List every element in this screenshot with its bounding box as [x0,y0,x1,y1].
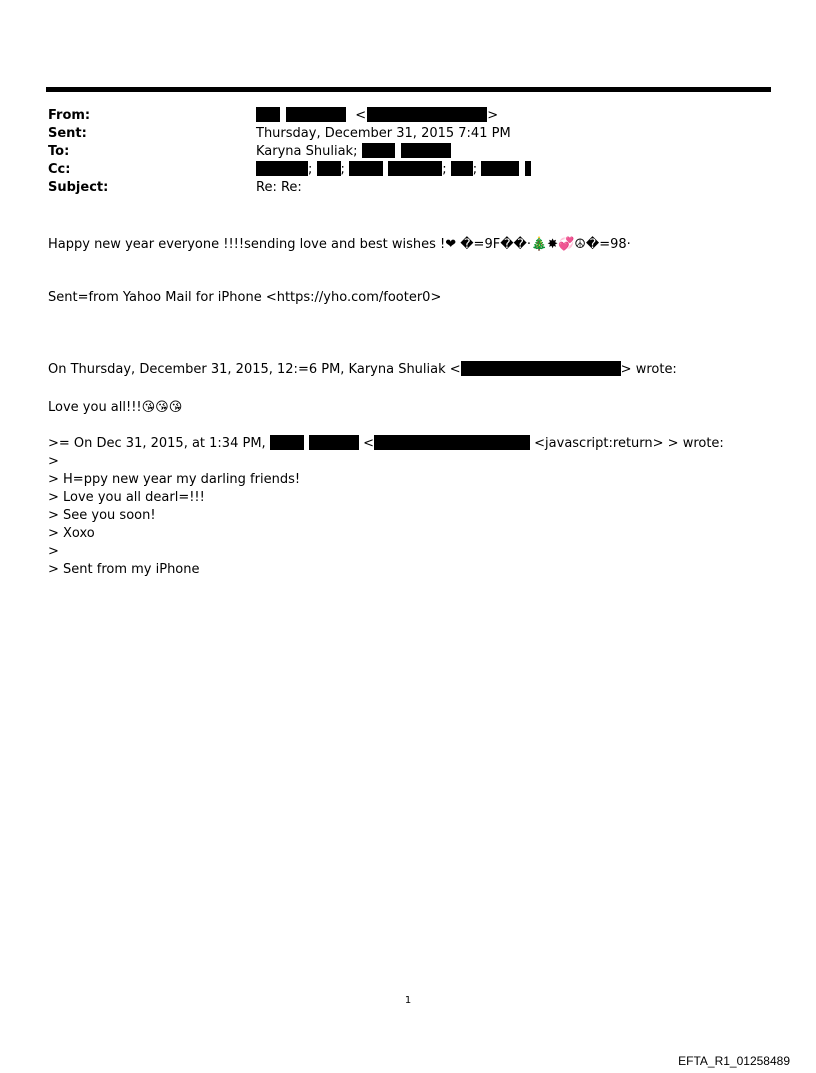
nested-intro [48,435,724,453]
cc-value [256,161,531,179]
redaction-box [388,161,442,176]
page-number: 1 [404,995,412,1006]
redaction-box [349,161,383,176]
sent-value: Thursday, December 31, 2015 7:41 PM [256,126,511,141]
nested-intro-start: >= On Dec 31, 2015, at 1:34 PM, [48,436,266,451]
redaction-box [286,107,346,122]
redaction-box [270,435,304,450]
quote-intro-end: > wrote: [620,362,677,377]
cc-sep: ; [308,162,313,177]
document-id: EFTA_R1_01258489 [678,1054,790,1068]
redaction-box [451,161,473,176]
quoted-line: > Sent from my iPhone [48,562,200,577]
quoted-line: > [48,544,59,559]
nested-intro-end: <javascript:return> > wrote: [534,436,724,451]
nested-lt: < [363,436,375,451]
to-value [256,143,451,161]
sent-label: Sent: [48,126,87,141]
cc-sep: ; [340,162,345,177]
redaction-box [461,361,621,376]
cc-sep: ; [472,162,478,177]
redaction-box [481,161,519,176]
quoted-line: > Love you all dearl=!!! [48,490,205,505]
love-line: Love you all!!!😘😘😘 [48,400,183,415]
greeting-line: Happy new year everyone !!!!sending love and best wishes !❤ �=9F��‧🎄✸💞☮�=98‧ [48,237,631,252]
redaction-box [525,161,531,176]
redaction-box [309,435,359,450]
from-lt: < [355,108,367,123]
quoted-line: > Xoxo [48,526,95,541]
cc-label: Cc: [48,162,71,177]
redaction-box [367,107,487,122]
redaction-box [256,161,308,176]
top-rule [46,87,771,92]
quoted-line: > [48,454,59,469]
signature-line: Sent=from Yahoo Mail for iPhone <https://yho.com/footer0> [48,290,442,305]
redaction-box [362,143,395,158]
to-name: Karyna Shuliak; [256,144,358,159]
redaction-box [401,143,451,158]
subject-label: Subject: [48,180,109,195]
redaction-box [374,435,530,450]
from-value [256,107,498,125]
quote-intro [48,361,677,379]
from-label: From: [48,108,91,123]
quote-intro-start: On Thursday, December 31, 2015, 12:=6 PM, Karyna Shuliak < [48,362,461,377]
quoted-line: > See you soon! [48,508,156,523]
to-label: To: [48,144,70,159]
redaction-box [317,161,341,176]
subject-value: Re: Re: [256,180,302,195]
from-gt: > [487,108,499,123]
cc-sep: ; [442,162,447,177]
redaction-box [256,107,280,122]
quoted-line: > H=ppy new year my darling friends! [48,472,301,487]
